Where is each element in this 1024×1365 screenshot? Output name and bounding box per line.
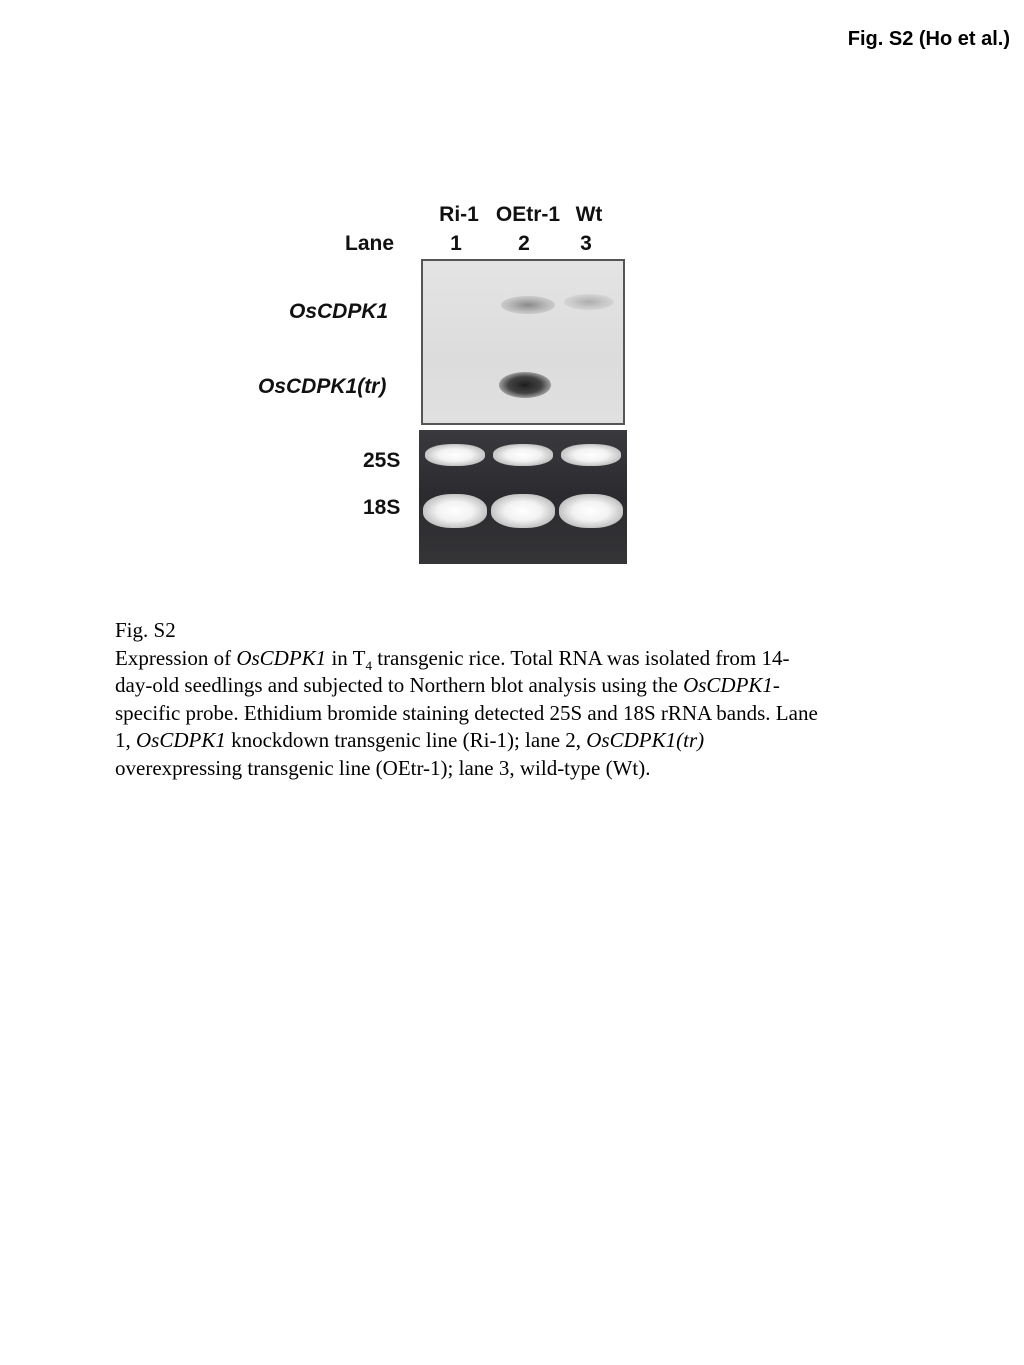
caption-line-3: specific probe. Ethidium bromide staining detected 25S and 18S rRNA bands. Lane <box>115 700 818 725</box>
rrna-25s-label: 25S <box>363 449 401 472</box>
rrna-18s-band-lane1 <box>423 494 487 528</box>
lane-name-1: Ri-1 <box>439 203 479 226</box>
northern-blot-panel <box>421 259 625 425</box>
caption-line-5: overexpressing transgenic line (OEtr-1); lane 3, wild-type (Wt). <box>115 755 651 780</box>
caption-line-1: Expression of OsCDPK1 in $T_4$ transgenic rice. Total RNA was isolated from 14- <box>115 645 790 673</box>
caption-line-2: day-old seedlings and subjected to Northern blot analysis using the OsCDPK1- <box>115 673 780 697</box>
rrna-25s-band-lane3 <box>561 444 621 466</box>
rrna-18s-label: 18S <box>363 496 401 519</box>
rrna-gel-panel <box>419 430 627 564</box>
rrna-18s-band-lane3 <box>559 494 623 528</box>
lane-number-2: 2 <box>518 232 530 255</box>
figure-header: Fig. S2 (Ho et al.) <box>847 28 1010 50</box>
lane-label: Lane <box>345 232 395 255</box>
blot-band-lane2-full <box>501 296 555 314</box>
lane-number-3: 3 <box>580 232 592 255</box>
rrna-25s-band-lane1 <box>425 444 485 466</box>
blot-band-lane3-full <box>564 294 614 310</box>
caption-line-4: 1, OsCDPK1 knockdown transgenic line (Ri-1); lane 2, OsCDPK1(tr) <box>115 728 705 752</box>
rrna-18s-band-lane2 <box>491 494 555 528</box>
rrna-25s-band-lane2 <box>493 444 553 466</box>
lane-number-1: 1 <box>450 232 462 255</box>
oscdpk1-tr-label: OsCDPK1(tr) <box>258 375 387 398</box>
caption-title: Fig. S2 <box>115 618 176 642</box>
lane-name-2: OEtr-1 <box>495 203 561 226</box>
blot-band-lane2-tr <box>499 372 551 398</box>
figure-caption <box>115 617 905 782</box>
lane-name-3: Wt <box>575 203 603 226</box>
oscdpk1-label: OsCDPK1 <box>289 300 389 323</box>
